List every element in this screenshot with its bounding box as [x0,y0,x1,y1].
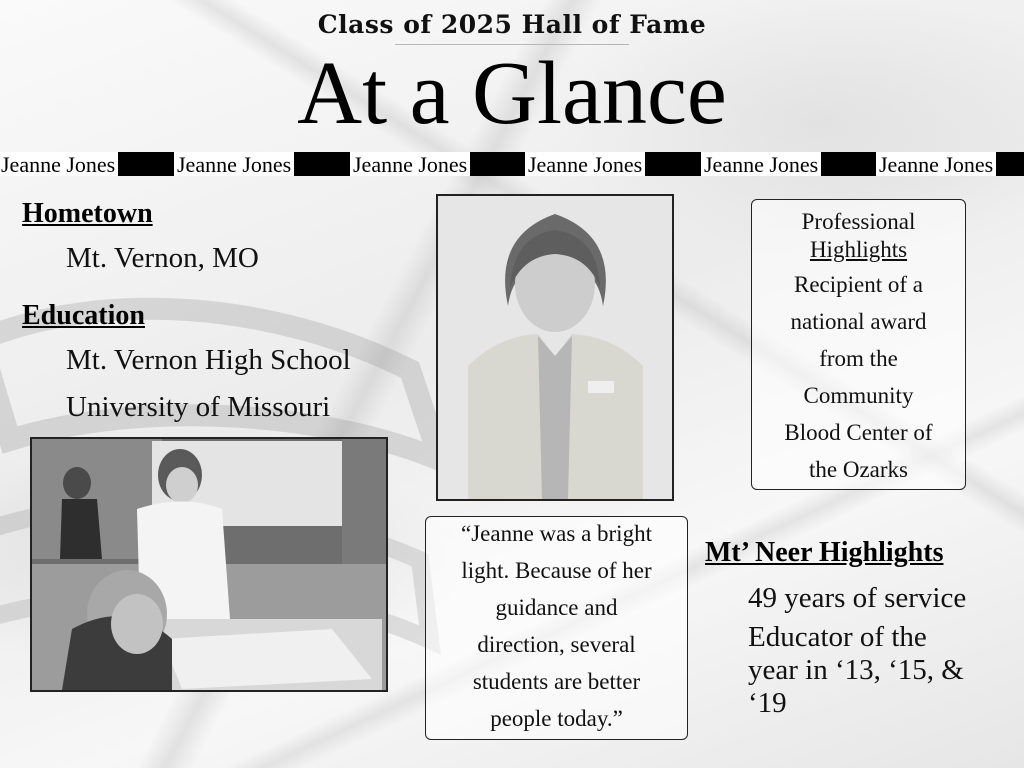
education-item: University of Missouri [66,391,331,423]
classroom-photo-art [32,439,386,690]
hometown-value: Mt. Vernon, MO [66,242,259,274]
education-label: Education [22,300,145,331]
quote-line: direction, several [477,632,636,657]
quote-line: light. Because of her [461,558,652,583]
professional-body-line: Blood Center of [784,420,933,445]
name-banner-item: Jeanne Jones [701,152,821,176]
name-banner [0,152,1024,176]
portrait-photo [436,194,674,501]
name-banner-item: Jeanne Jones [0,152,118,176]
header-overline: Class of 2025 Hall of Fame [317,10,707,39]
mtneer-highlight-item: 49 years of service [748,582,967,614]
mtneer-highlights-label: Mt’ Neer Highlights [705,537,944,568]
mtneer-highlight-item: Educator of the [748,621,927,653]
mtneer-highlight-item: ‘19 [748,687,787,719]
professional-body-line: Recipient of a [793,272,923,297]
name-banner-item: Jeanne Jones [174,152,294,176]
professional-heading-line: Highlights [809,237,908,262]
professional-body-line: the Ozarks [809,457,908,482]
professional-body-line: from the [819,346,898,371]
portrait-photo-art [438,196,672,499]
professional-body-line: national award [790,309,927,334]
classroom-photo [30,437,388,692]
name-banner-item: Jeanne Jones [350,152,470,176]
quote-line: people today.” [490,706,623,731]
professional-body-line: Community [803,383,914,408]
name-banner-item: Jeanne Jones [876,152,996,176]
hometown-label: Hometown [22,198,153,229]
education-item: Mt. Vernon High School [66,344,351,376]
page-title: At a Glance [297,44,727,143]
quote-line: “Jeanne was a bright [461,521,652,546]
quote-line: guidance and [495,595,618,620]
professional-heading-line: Professional [801,209,916,234]
mtneer-highlight-item: year in ‘13, ‘15, & [748,654,964,686]
professional-highlights-box [751,199,966,490]
name-banner-item: Jeanne Jones [525,152,645,176]
quote-line: students are better [472,669,641,694]
quote-box [425,516,688,740]
